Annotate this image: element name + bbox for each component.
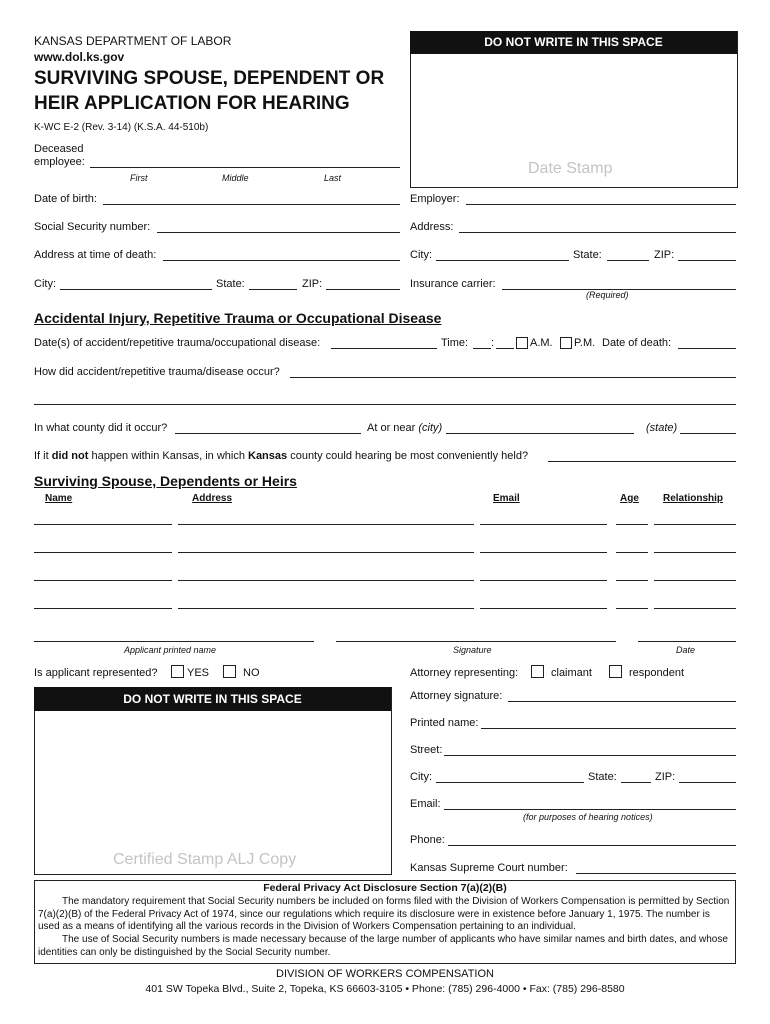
col-email: Email [493,493,520,504]
heir-name-field[interactable] [34,580,172,581]
not-kansas-text-1: If it [34,450,49,462]
at-near-label [367,422,442,435]
ssn-label: Social Security number: [34,221,151,233]
middle-name-label: Middle [222,173,249,183]
employer-field[interactable] [466,204,736,205]
not-kansas-county-field[interactable] [548,461,736,462]
date-stamp-label: Date Stamp [528,160,613,177]
attorney-state-field[interactable] [621,782,651,783]
printed-name-field[interactable] [481,728,736,729]
employee-zip-field[interactable] [326,289,400,290]
not-kansas-bold-1: did not [51,450,89,462]
signature-label: Signature [453,645,492,655]
col-relationship: Relationship [663,493,724,504]
employer-address-label: Address: [410,221,454,233]
at-near-text: At or near [367,422,416,434]
certified-stamp-box [34,687,392,875]
time-minute-field[interactable] [496,348,514,349]
date-label: Date [676,645,696,655]
am-checkbox[interactable] [516,337,528,349]
attorney-signature-label: Attorney signature: [410,690,503,702]
col-name: Name [45,493,73,504]
attorney-email-label: Email: [410,798,441,810]
attorney-city-label: City: [410,771,432,783]
privacy-heading: Federal Privacy Act Disclosure Section 7(a)(2)(B) [263,882,507,894]
do-not-write-heading-top: DO NOT WRITE IN THIS SPACE [410,31,737,54]
heir-address-field[interactable] [178,580,474,581]
not-kansas-text-3: county could hearing be most conveniently held? [290,450,529,462]
street-field[interactable] [444,755,736,756]
deceased-label: Deceased [34,143,84,155]
attorney-state-label: State: [588,771,617,783]
col-age: Age [620,493,639,504]
date-of-death-label: Date of death: [602,337,672,349]
time-hour-field[interactable] [473,348,491,349]
represented-question: Is applicant represented? [34,667,158,679]
attorney-phone-label: Phone: [410,834,445,846]
employer-label: Employer: [410,193,460,205]
accident-dates-field[interactable] [331,348,437,349]
how-occur-field-1[interactable] [290,377,736,378]
claimant-checkbox[interactable] [531,665,544,678]
heirs-heading: Surviving Spouse, Dependents or Heirs [34,473,297,489]
heir-relationship-field[interactable] [654,608,736,609]
heir-email-field[interactable] [480,552,607,553]
col-address: Address [192,493,233,504]
am-label: A.M. [530,337,553,349]
applicant-signature-field[interactable] [336,641,616,642]
how-occur-field-2[interactable] [34,404,736,405]
employee-city-field[interactable] [60,289,212,290]
date-of-death-field[interactable] [678,348,736,349]
employer-zip-label: ZIP: [654,249,675,261]
attorney-phone-field[interactable] [448,845,736,846]
attorney-city-field[interactable] [436,782,584,783]
heir-name-field[interactable] [34,524,172,525]
employer-city-field[interactable] [436,260,569,261]
represented-yes-label: YES [187,667,210,679]
employee-label: employee: [34,156,85,168]
heir-name-field[interactable] [34,552,172,553]
respondent-label: respondent [629,667,685,679]
address-death-field[interactable] [163,260,400,261]
heir-name-field[interactable] [34,608,172,609]
do-not-write-heading-bottom: DO NOT WRITE IN THIS SPACE [34,687,391,711]
not-kansas-bold-2: Kansas [248,450,288,462]
employee-name-field[interactable] [90,167,400,168]
email-note: (for purposes of hearing notices) [523,812,653,822]
form-id: K-WC E-2 (Rev. 3-14) (K.S.A. 44-510b) [34,122,209,133]
ssn-field[interactable] [157,232,400,233]
heir-relationship-field[interactable] [654,580,736,581]
attorney-zip-field[interactable] [679,782,736,783]
required-note: (Required) [586,290,629,300]
heir-address-field[interactable] [178,524,474,525]
dob-field[interactable] [103,204,400,205]
employer-state-field[interactable] [607,260,649,261]
not-kansas-text-2: happen within Kansas, in which [91,450,245,462]
attorney-email-field[interactable] [444,809,736,810]
heir-age-field[interactable] [616,580,648,581]
street-label: Street: [410,744,443,756]
accident-dates-label: Date(s) of accident/repetitive trauma/occupational disease: [34,337,321,349]
at-near-state-field[interactable] [680,433,736,434]
applicant-name-field[interactable] [34,641,314,642]
last-name-label: Last [324,173,342,183]
employee-city-label: City: [34,278,56,290]
attorney-zip-label: ZIP: [655,771,676,783]
privacy-paragraph-1: The mandatory requirement that Social Security numbers be included on forms filed with the Division of Workers Compensation is permitted by Section 7(a)(2)(B) of the Federal Privacy Act of 1974, since our regulations which require its disclosure were in existence before January 1, 1975. The number is used as a means of identifying all the various records in the Division of Workers Compensation pertaining to an individual. [38,896,730,932]
footer-division: DIVISION OF WORKERS COMPENSATION [276,968,494,980]
employer-state-label: State: [573,249,602,261]
employer-zip-field[interactable] [678,260,736,261]
form-title-line1: SURVIVING SPOUSE, DEPENDENT OR [34,68,385,89]
heir-email-field[interactable] [480,524,607,525]
accident-heading: Accidental Injury, Repetitive Trauma or Occupational Disease [34,310,442,326]
applicant-date-field[interactable] [638,641,736,642]
pm-checkbox[interactable] [560,337,572,349]
at-near-city-field[interactable] [446,433,634,434]
represented-yes-checkbox[interactable] [171,665,184,678]
certified-stamp-label: Certified Stamp ALJ Copy [113,851,297,868]
time-separator: : [491,337,495,349]
employer-address-field[interactable] [459,232,736,233]
heir-relationship-field[interactable] [654,524,736,525]
pm-label: P.M. [574,337,596,349]
heir-email-field[interactable] [480,608,607,609]
employer-city-label: City: [410,249,432,261]
respondent-checkbox[interactable] [609,665,622,678]
court-number-field[interactable] [576,873,736,874]
claimant-label: claimant [551,667,592,679]
attorney-signature-field[interactable] [508,701,736,702]
printed-name-label: Printed name: [410,717,479,729]
footer-address: 401 SW Topeka Blvd., Suite 2, Topeka, KS 66603-3105 • Phone: (785) 296-4000 • Fax: (785) 296-8580 [145,983,625,995]
address-death-label: Address at time of death: [34,249,157,261]
employee-state-label: State: [216,278,245,290]
heir-email-field[interactable] [480,580,607,581]
employee-zip-label: ZIP: [302,278,323,290]
county-field[interactable] [175,433,361,434]
county-label: In what county did it occur? [34,422,168,434]
attorney-representing-label: Attorney representing: [410,667,519,679]
agency-website[interactable]: www.dol.ks.gov [34,50,125,64]
city-hint: (city) [418,422,443,434]
time-label: Time: [441,337,469,349]
state-hint: (state) [646,422,678,434]
heir-age-field[interactable] [616,608,648,609]
heir-age-field[interactable] [616,552,648,553]
court-number-label: Kansas Supreme Court number: [410,862,568,874]
dob-label: Date of birth: [34,193,97,205]
heir-relationship-field[interactable] [654,552,736,553]
privacy-paragraph-2: The use of Social Security numbers is made necessary because of the large number of applicants who have similar names and birth dates, and whose identities can only be distinguished by the Social Security number. [38,934,728,958]
not-kansas-question [34,450,528,463]
agency-name: KANSAS DEPARTMENT OF LABOR [34,34,232,48]
employee-state-field[interactable] [249,289,297,290]
how-occur-label: How did accident/repetitive trauma/disease occur? [34,366,280,378]
form-title-line2: HEIR APPLICATION FOR HEARING [34,93,350,114]
insurance-label: Insurance carrier: [410,278,496,290]
heir-address-field[interactable] [178,552,474,553]
heir-address-field[interactable] [178,608,474,609]
represented-no-label: NO [243,667,260,679]
heir-age-field[interactable] [616,524,648,525]
applicant-name-label: Applicant printed name [124,645,217,655]
represented-no-checkbox[interactable] [223,665,236,678]
first-name-label: First [130,173,148,183]
